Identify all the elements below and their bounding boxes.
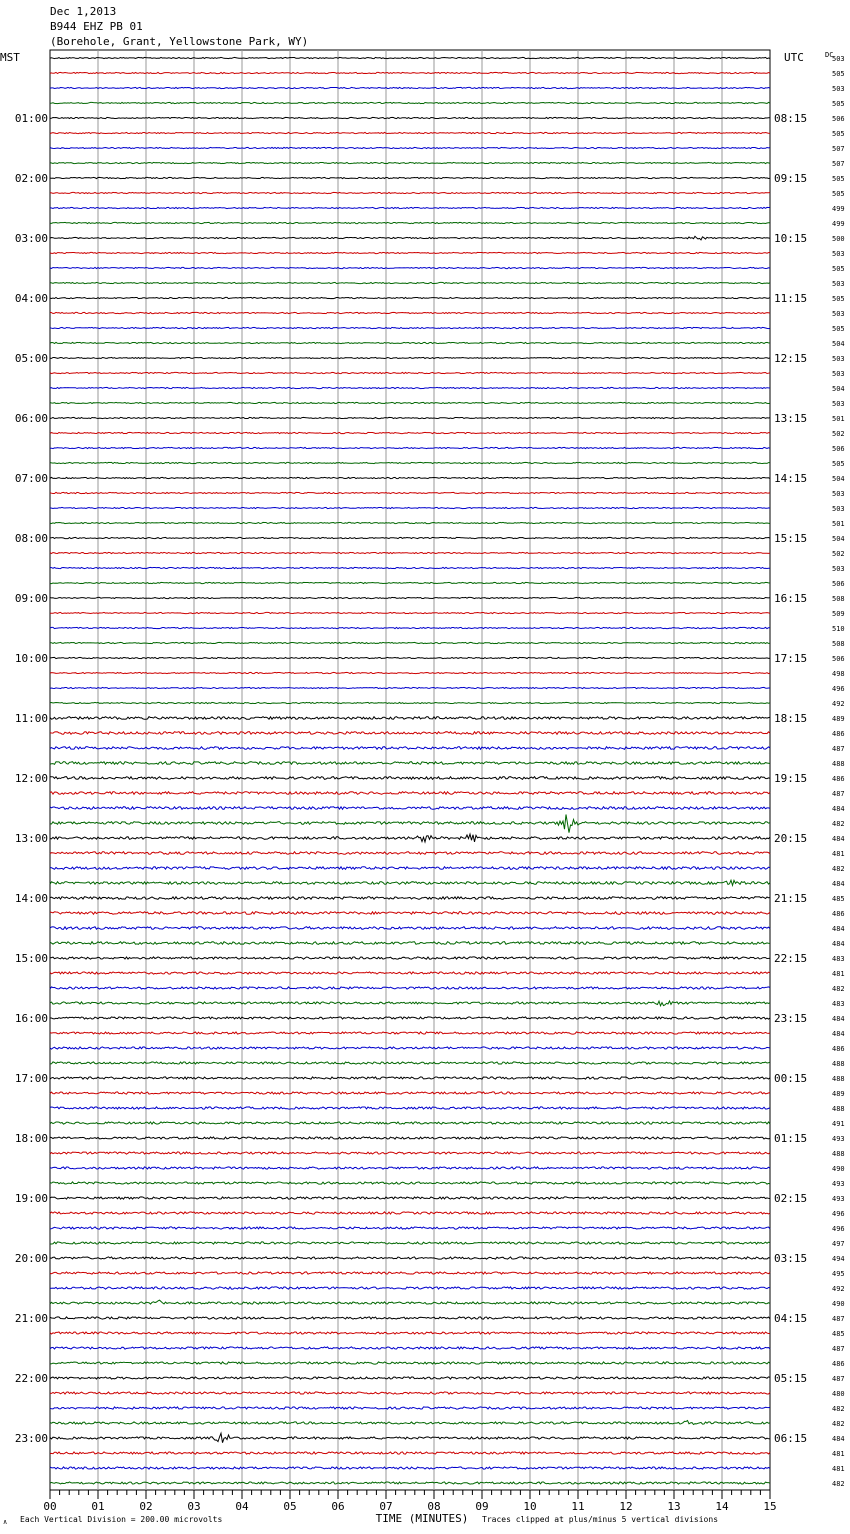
dc-value-label: 486	[832, 910, 845, 918]
seismic-trace	[50, 1212, 770, 1214]
hour-label-utc: 22:15	[774, 952, 808, 965]
seismic-trace	[50, 1421, 770, 1425]
seismic-trace	[50, 1287, 770, 1289]
hour-label-mst: 01:00	[14, 112, 48, 125]
seismic-trace	[50, 282, 770, 283]
hour-label-mst: 11:00	[14, 712, 48, 725]
seismic-trace	[50, 1377, 770, 1379]
dc-value-label: 504	[832, 385, 845, 393]
dc-value-label: 505	[832, 325, 845, 333]
seismic-trace	[50, 1047, 770, 1049]
dc-value-label: 499	[832, 205, 845, 213]
x-tick-label: 08	[427, 1500, 441, 1513]
seismic-trace	[50, 477, 770, 478]
header-station: B944 EHZ PB 01	[50, 20, 143, 33]
dc-value-label: 497	[832, 1240, 845, 1248]
dc-value-label: 503	[832, 55, 845, 63]
seismic-trace	[50, 132, 770, 133]
seismic-trace	[50, 207, 770, 208]
seismic-trace	[50, 1482, 770, 1484]
dc-value-label: 482	[832, 865, 845, 873]
dc-value-label: 504	[832, 340, 845, 348]
dc-value-label: 505	[832, 70, 845, 78]
hour-label-utc: 17:15	[774, 652, 808, 665]
dc-value-label: 485	[832, 895, 845, 903]
x-tick-label: 15	[763, 1500, 777, 1513]
dc-value-label: 506	[832, 115, 845, 123]
seismic-trace	[50, 717, 770, 720]
seismic-trace	[50, 732, 770, 735]
dc-value-label: 488	[832, 1150, 845, 1158]
x-axis-title: TIME (MINUTES)	[375, 1512, 469, 1525]
seismic-trace	[50, 807, 770, 810]
dc-value-label: 496	[832, 1225, 845, 1233]
dc-value-label: 500	[832, 235, 845, 243]
seismic-trace	[50, 447, 770, 448]
hour-label-mst: 14:00	[14, 892, 48, 905]
hour-label-utc: 05:15	[774, 1372, 808, 1385]
seismic-trace	[50, 1242, 770, 1244]
dc-value-label: 503	[832, 250, 845, 258]
dc-value-label: 489	[832, 1090, 845, 1098]
seismic-trace	[50, 537, 770, 538]
seismic-trace	[50, 1001, 770, 1006]
dc-value-label: 501	[832, 415, 845, 423]
hour-label-mst: 09:00	[14, 592, 48, 605]
hour-label-utc: 11:15	[774, 292, 808, 305]
dc-value-label: 503	[832, 355, 845, 363]
hour-label-utc: 15:15	[774, 532, 808, 545]
hour-label-mst: 23:00	[14, 1432, 48, 1445]
seismic-trace	[50, 1062, 770, 1064]
hour-label-mst: 07:00	[14, 472, 48, 485]
seismic-trace	[50, 1152, 770, 1154]
x-tick-label: 11	[571, 1500, 585, 1513]
dc-value-label: 488	[832, 1060, 845, 1068]
seismic-trace	[50, 1182, 770, 1184]
x-tick-label: 14	[715, 1500, 729, 1513]
dc-value-label: 484	[832, 835, 845, 843]
seismic-trace	[50, 102, 770, 103]
dc-value-label: 487	[832, 1345, 845, 1353]
dc-value-label: 486	[832, 1045, 845, 1053]
seismic-trace	[50, 327, 770, 328]
seismic-trace	[50, 567, 770, 568]
seismic-trace	[50, 1092, 770, 1094]
seismic-trace	[50, 417, 770, 418]
x-tick-label: 06	[331, 1500, 345, 1513]
dc-value-label: 491	[832, 1120, 845, 1128]
seismic-trace	[50, 492, 770, 493]
dc-value-label: 503	[832, 280, 845, 288]
x-tick-label: 13	[667, 1500, 681, 1513]
dc-value-label: 488	[832, 1105, 845, 1113]
seismic-trace	[50, 687, 770, 688]
hour-label-utc: 09:15	[774, 172, 808, 185]
dc-value-label: 503	[832, 565, 845, 573]
seismic-trace	[50, 942, 770, 945]
hour-label-utc: 10:15	[774, 232, 808, 245]
dc-value-label: 486	[832, 775, 845, 783]
hour-label-mst: 08:00	[14, 532, 48, 545]
dc-value-label: 496	[832, 1210, 845, 1218]
seismic-trace	[50, 1467, 770, 1469]
seismic-trace	[50, 1122, 770, 1124]
x-tick-label: 02	[139, 1500, 153, 1513]
seismic-trace	[50, 792, 770, 795]
seismic-trace	[50, 957, 770, 959]
hour-label-mst: 20:00	[14, 1252, 48, 1265]
dc-value-label: 486	[832, 730, 845, 738]
dc-value-label: 505	[832, 190, 845, 198]
dc-value-label: 482	[832, 1420, 845, 1428]
hour-label-utc: 02:15	[774, 1192, 808, 1205]
seismic-trace	[50, 1272, 770, 1274]
seismic-trace	[50, 867, 770, 870]
seismic-trace	[50, 897, 770, 900]
seismic-trace	[50, 507, 770, 508]
seismic-trace	[50, 1332, 770, 1334]
dc-value-label: 481	[832, 970, 845, 978]
seismic-trace	[50, 747, 770, 750]
dc-value-label: 502	[832, 430, 845, 438]
x-tick-label: 09	[475, 1500, 489, 1513]
seismic-trace	[50, 815, 770, 833]
dc-value-label: 490	[832, 1165, 845, 1173]
seismic-trace	[50, 702, 770, 703]
dc-value-label: 505	[832, 100, 845, 108]
seismic-trace	[50, 462, 770, 463]
dc-value-label: 484	[832, 880, 845, 888]
x-tick-label: 10	[523, 1500, 537, 1513]
seismic-trace	[50, 777, 770, 780]
x-tick-label: 07	[379, 1500, 393, 1513]
hour-label-utc: 12:15	[774, 352, 808, 365]
hour-label-mst: 04:00	[14, 292, 48, 305]
x-tick-label: 03	[187, 1500, 201, 1513]
x-tick-label: 04	[235, 1500, 249, 1513]
seismic-trace	[50, 1032, 770, 1034]
dc-value-label: 508	[832, 595, 845, 603]
seismic-trace	[50, 387, 770, 388]
dc-value-label: 506	[832, 580, 845, 588]
scale-note: Each Vertical Division = 200.00 microvolts	[20, 1515, 223, 1524]
hour-label-mst: 15:00	[14, 952, 48, 965]
dc-value-label: 499	[832, 220, 845, 228]
seismic-trace	[50, 834, 770, 842]
seismic-trace	[50, 1107, 770, 1109]
hour-label-mst: 22:00	[14, 1372, 48, 1385]
dc-value-label: 487	[832, 745, 845, 753]
hour-label-utc: 16:15	[774, 592, 808, 605]
seismic-trace	[50, 1197, 770, 1199]
seismic-trace	[50, 162, 770, 163]
dc-value-label: 501	[832, 520, 845, 528]
dc-value-label: 486	[832, 1360, 845, 1368]
dc-value-label: 481	[832, 1465, 845, 1473]
hour-label-utc: 19:15	[774, 772, 808, 785]
dc-value-label: 488	[832, 760, 845, 768]
dc-value-label: 493	[832, 1180, 845, 1188]
seismic-trace	[50, 87, 770, 88]
hour-label-mst: 16:00	[14, 1012, 48, 1025]
x-tick-label: 00	[43, 1500, 57, 1513]
hour-label-utc: 18:15	[774, 712, 808, 725]
hour-label-mst: 10:00	[14, 652, 48, 665]
dc-value-label: 481	[832, 850, 845, 858]
dc-value-label: 504	[832, 475, 845, 483]
dc-value-label: 510	[832, 625, 845, 633]
seismic-trace	[50, 1227, 770, 1229]
dc-value-label: 484	[832, 925, 845, 933]
x-tick-label: 01	[91, 1500, 105, 1513]
hour-label-mst: 21:00	[14, 1312, 48, 1325]
dc-value-label: 484	[832, 1015, 845, 1023]
hour-label-utc: 01:15	[774, 1132, 808, 1145]
dc-value-label: 498	[832, 670, 845, 678]
hour-label-mst: 06:00	[14, 412, 48, 425]
dc-value-label: 484	[832, 1435, 845, 1443]
hour-label-utc: 13:15	[774, 412, 808, 425]
dc-value-label: 485	[832, 1330, 845, 1338]
dc-value-label: 503	[832, 310, 845, 318]
seismic-trace	[50, 642, 770, 643]
dc-value-label: 493	[832, 1195, 845, 1203]
seismic-trace	[50, 1433, 770, 1442]
x-tick-label: 05	[283, 1500, 297, 1513]
seismic-trace	[50, 1362, 770, 1364]
dc-value-label: 507	[832, 145, 845, 153]
seismic-trace	[50, 987, 770, 989]
seismic-trace	[50, 1317, 770, 1319]
seismic-trace	[50, 672, 770, 673]
dc-value-label: 505	[832, 130, 845, 138]
dc-value-label: 488	[832, 1075, 845, 1083]
seismic-trace	[50, 852, 770, 855]
seismic-trace	[50, 402, 770, 403]
seismic-trace	[50, 582, 770, 583]
right-axis-title: UTC	[784, 51, 804, 64]
hour-label-utc: 00:15	[774, 1072, 808, 1085]
seismic-trace	[50, 192, 770, 193]
corner-mark: ∧	[3, 1518, 8, 1526]
seismic-trace	[50, 762, 770, 765]
hour-label-mst: 12:00	[14, 772, 48, 785]
dc-value-label: 507	[832, 160, 845, 168]
seismic-trace	[50, 1452, 770, 1454]
dc-value-label: 502	[832, 550, 845, 558]
dc-value-label: 505	[832, 295, 845, 303]
dc-value-label: 481	[832, 1450, 845, 1458]
seismic-trace	[50, 236, 770, 240]
hour-label-utc: 08:15	[774, 112, 808, 125]
dc-value-label: 505	[832, 175, 845, 183]
seismic-trace	[50, 252, 770, 253]
hour-label-utc: 04:15	[774, 1312, 808, 1325]
clip-note: Traces clipped at plus/minus 5 vertical divisions	[482, 1515, 719, 1524]
seismic-trace	[50, 612, 770, 613]
dc-value-label: 490	[832, 1300, 845, 1308]
seismic-trace	[50, 372, 770, 373]
seismic-trace	[50, 1300, 770, 1304]
dc-value-label: 489	[832, 715, 845, 723]
seismic-trace	[50, 1167, 770, 1169]
seismic-trace	[50, 1077, 770, 1079]
seismic-trace	[50, 147, 770, 148]
seismic-trace	[50, 297, 770, 298]
dc-value-label: 482	[832, 985, 845, 993]
seismic-trace	[50, 57, 770, 58]
dc-value-label: 484	[832, 805, 845, 813]
dc-value-label: 503	[832, 505, 845, 513]
seismic-trace	[50, 177, 770, 178]
dc-value-label: 505	[832, 265, 845, 273]
dc-value-label: 487	[832, 1315, 845, 1323]
seismic-trace	[50, 312, 770, 313]
hour-label-mst: 17:00	[14, 1072, 48, 1085]
hour-label-mst: 03:00	[14, 232, 48, 245]
seismic-trace	[50, 357, 770, 358]
hour-label-mst: 18:00	[14, 1132, 48, 1145]
hour-label-utc: 14:15	[774, 472, 808, 485]
hour-label-utc: 20:15	[774, 832, 808, 845]
seismic-trace	[50, 432, 770, 433]
dc-value-label: 482	[832, 1480, 845, 1488]
dc-value-label: 493	[832, 1135, 845, 1143]
dc-value-label: 503	[832, 400, 845, 408]
dc-value-label: 503	[832, 370, 845, 378]
dc-value-label: 487	[832, 790, 845, 798]
seismic-trace	[50, 552, 770, 553]
seismic-trace	[50, 1137, 770, 1139]
seismic-trace	[50, 972, 770, 974]
hour-label-utc: 21:15	[774, 892, 808, 905]
header-date: Dec 1,2013	[50, 5, 117, 18]
dc-value-label: 482	[832, 1405, 845, 1413]
seismic-trace	[50, 627, 770, 628]
dc-value-label: 494	[832, 1255, 845, 1263]
seismic-trace	[50, 912, 770, 915]
dc-value-label: 495	[832, 1270, 845, 1278]
seismic-trace	[50, 1407, 770, 1409]
seismic-trace	[50, 1017, 770, 1019]
dc-value-label: 483	[832, 1000, 845, 1008]
dc-value-label: 509	[832, 610, 845, 618]
hour-label-mst: 05:00	[14, 352, 48, 365]
dc-value-label: 483	[832, 955, 845, 963]
left-axis-title: MST	[0, 51, 20, 64]
seismic-trace	[50, 222, 770, 223]
dc-value-label: 492	[832, 700, 845, 708]
dc-value-label: 487	[832, 1375, 845, 1383]
hour-label-mst: 02:00	[14, 172, 48, 185]
dc-value-label: 506	[832, 655, 845, 663]
dc-value-label: 484	[832, 940, 845, 948]
dc-value-label: 505	[832, 460, 845, 468]
hour-label-utc: 06:15	[774, 1432, 808, 1445]
dc-value-label: 482	[832, 820, 845, 828]
seismic-trace	[50, 657, 770, 658]
seismic-trace	[50, 522, 770, 523]
dc-value-label: 480	[832, 1390, 845, 1398]
seismic-trace	[50, 72, 770, 73]
seismic-trace	[50, 597, 770, 598]
seismic-trace	[50, 267, 770, 268]
seismic-trace	[50, 880, 770, 885]
dc-value-label: 484	[832, 1030, 845, 1038]
dc-value-label: 508	[832, 640, 845, 648]
hour-label-utc: 03:15	[774, 1252, 808, 1265]
seismic-trace	[50, 1347, 770, 1349]
x-tick-label: 12	[619, 1500, 633, 1513]
dc-title: DC	[825, 51, 834, 59]
hour-label-utc: 23:15	[774, 1012, 808, 1025]
hour-label-mst: 13:00	[14, 832, 48, 845]
seismic-trace	[50, 1257, 770, 1259]
seismic-trace	[50, 927, 770, 930]
hour-label-mst: 19:00	[14, 1192, 48, 1205]
seismic-trace	[50, 117, 770, 118]
dc-value-label: 492	[832, 1285, 845, 1293]
seismic-trace	[50, 1392, 770, 1394]
header-location: (Borehole, Grant, Yellowstone Park, WY)	[50, 35, 309, 48]
dc-value-label: 503	[832, 490, 845, 498]
dc-value-label: 504	[832, 535, 845, 543]
seismic-trace	[50, 342, 770, 343]
dc-value-label: 506	[832, 445, 845, 453]
dc-value-label: 503	[832, 85, 845, 93]
dc-value-label: 496	[832, 685, 845, 693]
